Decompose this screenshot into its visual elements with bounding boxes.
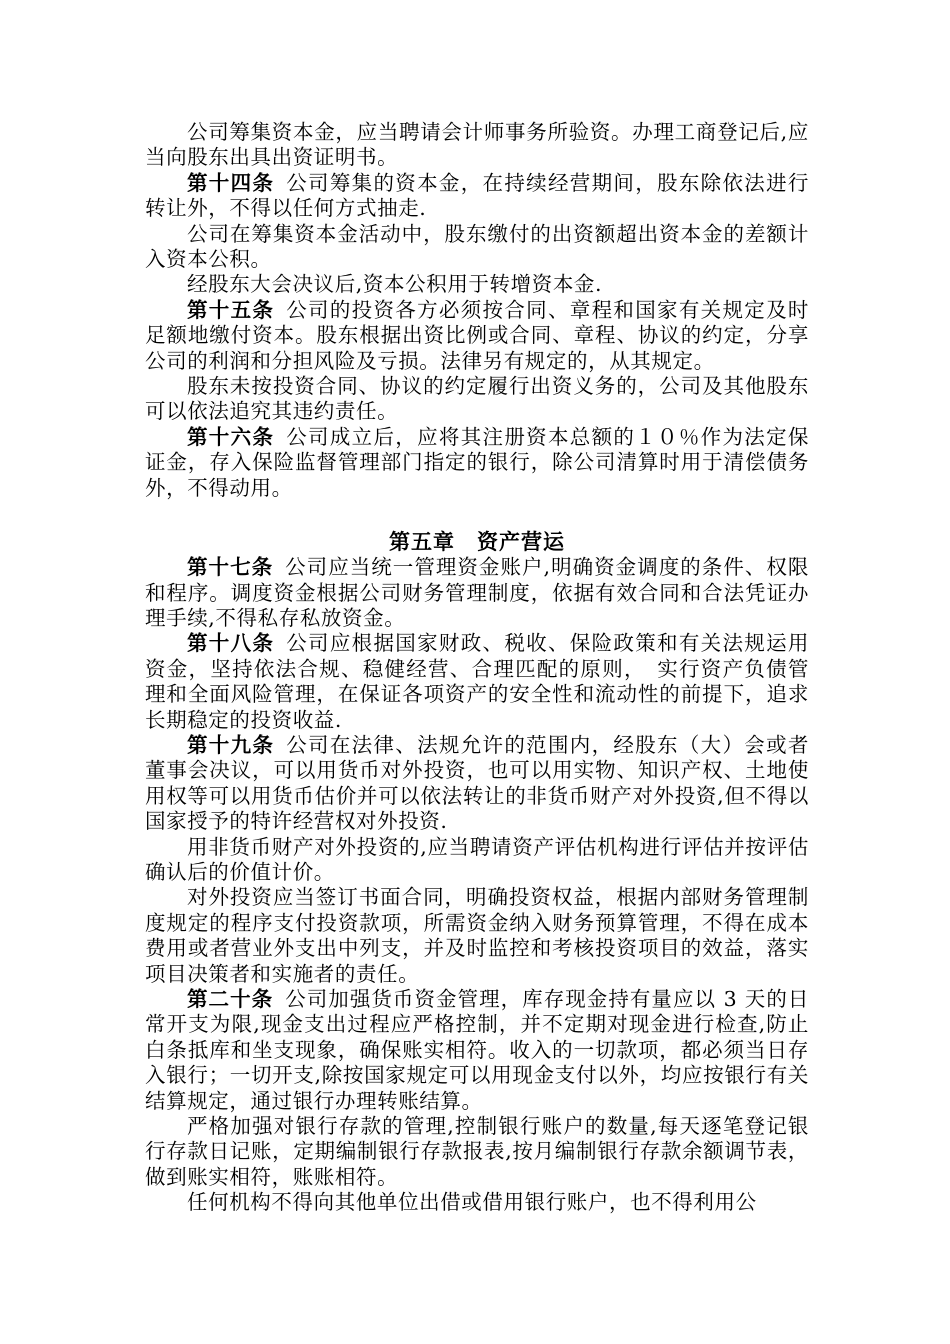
article-19 bbox=[145, 733, 809, 835]
paragraph-capital-verification bbox=[145, 120, 809, 171]
paragraph-text: 经股东大会决议后,资本公积用于转增资本金. bbox=[187, 272, 603, 297]
article-text: 公司应根据国家财政、税收、保险政策和有关法规运用资金，坚持依法合规、稳健经营、合理匹配的原则， 实行资产负债管理和全面风险管理，在保证各项资产的安全性和流动性的前提下，追求长期稳定的投资收益. bbox=[145, 631, 809, 732]
article-14 bbox=[145, 171, 809, 222]
document-page bbox=[145, 120, 809, 1216]
paragraph-shareholder-resolution bbox=[145, 272, 809, 297]
paragraph-text: 严格加强对银行存款的管理,控制银行账户的数量,每天逐笔登记银行存款日记账，定期编制银行存款报表,按月编制银行存款余额调节表，做到账实相符，账账相符。 bbox=[145, 1114, 809, 1189]
article-text: 公司在法律、法规允许的范围内，经股东（大）会或者董事会决议，可以用货币对外投资，也可以用实物、知识产权、土地使用权等可以用货币估价并可以依法转让的非货币财产对外投资,但不得以国家授予的特许经营权对外投资. bbox=[145, 732, 809, 834]
article-number: 第十九条 bbox=[187, 732, 275, 757]
paragraph-investment-contract bbox=[145, 885, 809, 987]
article-text: 公司成立后，应将其注册资本总额的１０％作为法定保证金，存入保险监督管理部门指定的银行，除公司清算时用于清偿债务外，不得动用。 bbox=[145, 424, 809, 500]
article-number: 第十八条 bbox=[187, 631, 275, 656]
article-15 bbox=[145, 298, 809, 374]
article-18 bbox=[145, 631, 809, 733]
paragraph-text: 对外投资应当签订书面合同，明确投资权益，根据内部财务管理制度规定的程序支付投资款项，所需资金纳入财务预算管理，不得在成本费用或者营业外支出中列支，并及时监控和考核投资项目的效益，落实项目决策者和实施者的责任。 bbox=[145, 885, 809, 986]
article-text: 公司加强货币资金管理，库存现金持有量应以 3 天的日常开支为限,现金支出过程应严格控制，并不定期对现金进行检查,防止白条抵库和坐支现象，确保账实相符。收入的一切款项，都必须当日存入银行；一切开支,除按国家规定可以用现金支付以外，均应按银行有关结算规定，通过银行办理转账结算。 bbox=[145, 987, 809, 1113]
article-text: 公司筹集的资本金，在持续经营期间，股东除依法进行转让外，不得以任何方式抽走. bbox=[145, 170, 809, 221]
article-number: 第二十条 bbox=[187, 987, 274, 1011]
paragraph-capital-reserve bbox=[145, 222, 809, 273]
paragraph-text: 公司筹集资本金，应当聘请会计师事务所验资。办理工商登记后,应当向股东出具出资证明书。 bbox=[145, 120, 809, 170]
paragraph-text: 股东未按投资合同、协议的约定履行出资义务的，公司及其他股东可以依法追究其违约责任。 bbox=[145, 374, 809, 424]
paragraph-non-monetary-valuation bbox=[145, 835, 809, 886]
article-17 bbox=[145, 555, 809, 631]
paragraph-bank-deposit-management bbox=[145, 1114, 809, 1190]
article-number: 第十七条 bbox=[187, 555, 274, 580]
article-16 bbox=[145, 425, 809, 501]
paragraph-breach-liability bbox=[145, 374, 809, 425]
article-20 bbox=[145, 987, 809, 1114]
chapter-title: 第五章 资产营运 bbox=[389, 529, 565, 555]
paragraph-text: 任何机构不得向其他单位出借或借用银行账户，也不得利用公 bbox=[187, 1190, 757, 1215]
article-text: 公司应当统一管理资金账户,明确资金调度的条件、权限和程序。调度资金根据公司财务管理制度，依据有效合同和合法凭证办理手续,不得私存私放资金。 bbox=[145, 555, 810, 630]
paragraph-text: 公司在筹集资本金活动中，股东缴付的出资额超出资本金的差额计入资本公积。 bbox=[145, 221, 809, 272]
paragraph-bank-account-lending bbox=[145, 1190, 809, 1215]
article-number: 第十五条 bbox=[187, 297, 275, 322]
paragraph-text: 用非货币财产对外投资的,应当聘请资产评估机构进行评估并按评估确认后的价值计价。 bbox=[145, 834, 809, 884]
article-number: 第十六条 bbox=[187, 424, 275, 449]
article-text: 公司的投资各方必须按合同、章程和国家有关规定及时足额地缴付资本。股东根据出资比例或合同、章程、协议的约定，分享公司的利润和分担风险及亏损。法律另有规定的，从其规定。 bbox=[145, 297, 809, 373]
article-number: 第十四条 bbox=[187, 170, 275, 195]
